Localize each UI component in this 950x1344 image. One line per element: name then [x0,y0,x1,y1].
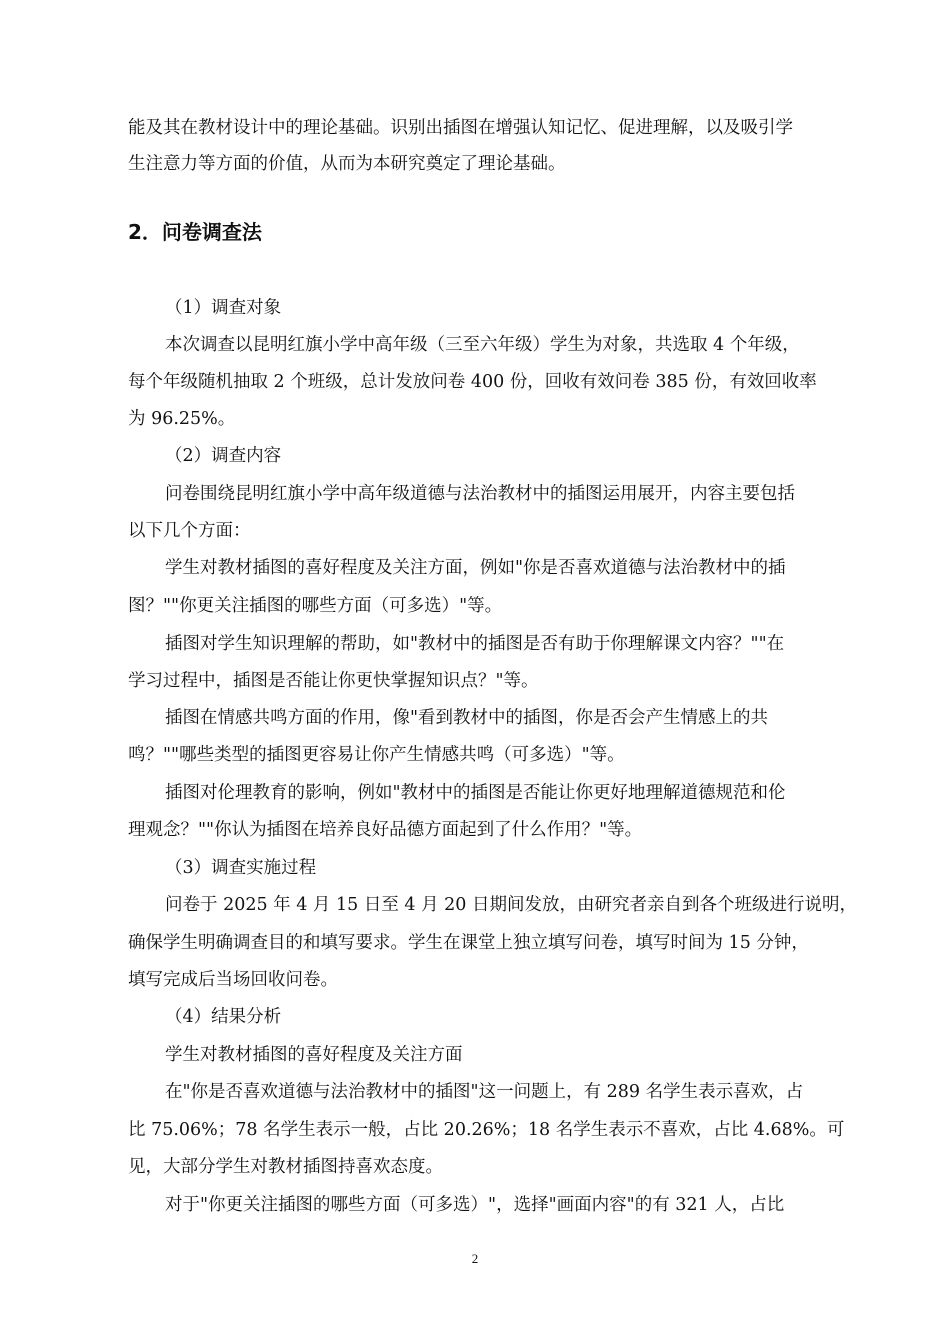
list-item-line: 学生对教材插图的喜好程度及关注方面，例如"你是否喜欢道德与法治教材中的插 [165,558,786,578]
body-text-line: 见，大部分学生对教材插图持喜欢态度。 [128,1157,443,1177]
body-text-line: 比 75.06%；78 名学生表示一般，占比 20.26%；18 名学生表示不喜欢，占比 4.68%。可 [128,1120,845,1140]
body-text-line: 以下几个方面： [128,521,251,541]
list-item-line: 图？""你更关注插图的哪些方面（可多选）"等。 [128,596,503,616]
body-text-line: 在"你是否喜欢道德与法治教材中的插图"这一问题上，有 289 名学生表示喜欢，占 [165,1082,804,1102]
list-item-line: 理观念？""你认为插图在培养良好品德方面起到了什么作用？"等。 [128,820,643,840]
list-item-line: 鸣？""哪些类型的插图更容易让你产生情感共鸣（可多选）"等。 [128,745,625,765]
body-text-line: 能及其在教材设计中的理论基础。识别出插图在增强认知记忆、促进理解，以及吸引学 [128,118,793,138]
body-text-line: 对于"你更关注插图的哪些方面（可多选）"，选择"画面内容"的有 321 人，占比 [165,1195,785,1215]
subsection-title: （2）调查内容 [165,446,282,466]
paragraph-subtitle: 学生对教材插图的喜好程度及关注方面 [165,1045,463,1065]
subsection-title: （4）结果分析 [165,1007,282,1027]
body-text-line: 填写完成后当场回收问卷。 [128,970,338,990]
list-item-line: 插图对伦理教育的影响，例如"教材中的插图是否能让你更好地理解道德规范和伦 [165,783,786,803]
body-text-line: 为 96.25%。 [128,409,236,429]
body-text-line: 问卷于 2025 年 4 月 15 日至 4 月 20 日期间发放，由研究者亲自到各个班级进行说明， [165,895,857,915]
page-number: 2 [471,1251,479,1266]
body-text-line: 确保学生明确调查目的和填写要求。学生在课堂上独立填写问卷，填写时间为 15 分钟， [128,933,809,953]
list-item-line: 插图在情感共鸣方面的作用，像"看到教材中的插图，你是否会产生情感上的共 [165,708,769,728]
subsection-title: （3）调查实施过程 [165,858,317,878]
body-text-line: 生注意力等方面的价值，从而为本研究奠定了理论基础。 [128,154,566,174]
list-item-line: 插图对学生知识理解的帮助，如"教材中的插图是否有助于你理解课文内容？""在 [165,634,785,654]
subsection-title: （1）调查对象 [165,298,282,318]
body-text-line: 本次调查以昆明红旗小学中高年级（三至六年级）学生为对象，共选取 4 个年级， [165,335,800,355]
body-text-line: 问卷围绕昆明红旗小学中高年级道德与法治教材中的插图运用展开，内容主要包括 [165,484,795,504]
list-item-line: 学习过程中，插图是否能让你更快掌握知识点？"等。 [128,671,539,691]
section-heading: 2．问卷调查法 [128,220,262,244]
body-text-line: 每个年级随机抽取 2 个班级，总计发放问卷 400 份，回收有效问卷 385 份，有效回收率 [128,372,817,392]
